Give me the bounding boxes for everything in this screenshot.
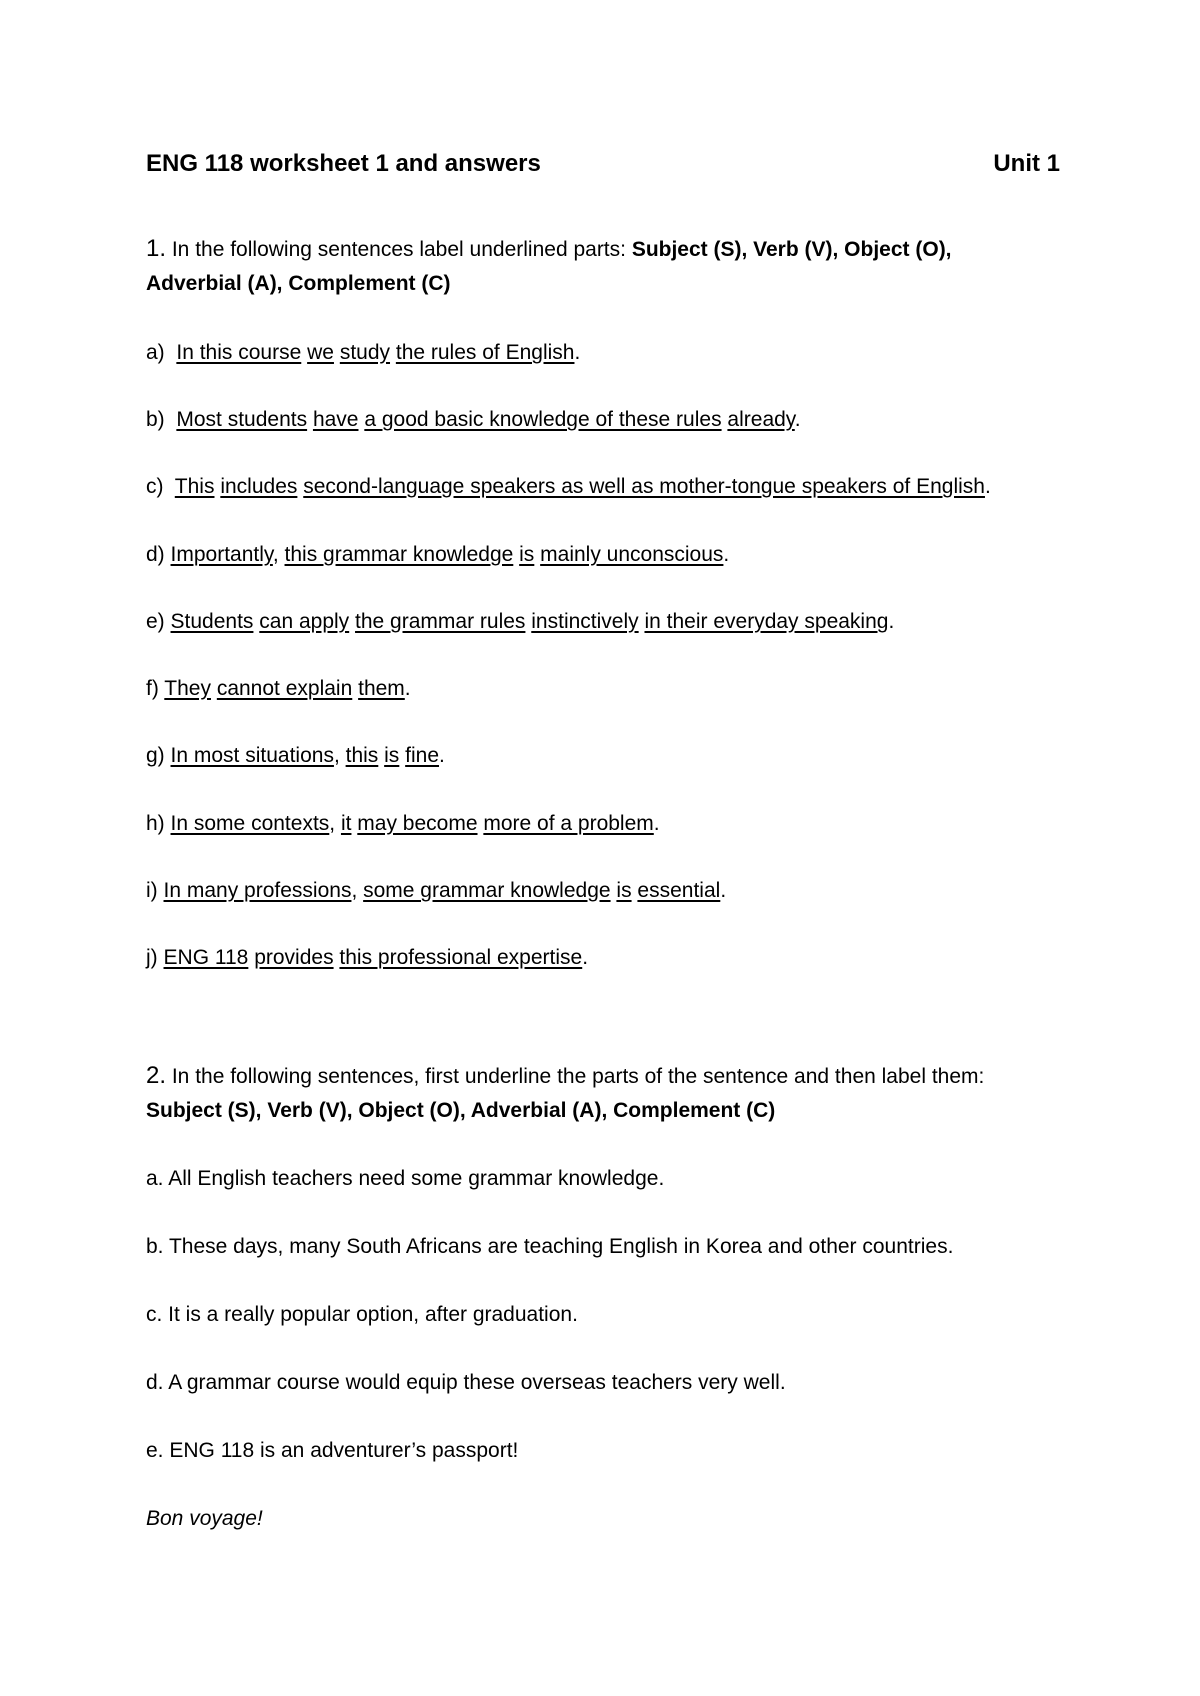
q1-item-e (146, 606, 894, 638)
sentence-end: . (723, 543, 730, 566)
underlined-part: is (519, 543, 535, 566)
item-label: b) (146, 408, 165, 431)
underlined-part: study (339, 341, 391, 364)
q1-item-c (146, 471, 991, 503)
underlined-part: the rules of English (395, 341, 575, 364)
underlined-part: we (307, 341, 334, 364)
underlined-part: provides (254, 946, 334, 969)
underlined-part: instinctively (531, 610, 639, 633)
underlined-part: In many professions (163, 879, 352, 902)
q1-item-g (146, 740, 445, 772)
q2-labels-text: Subject (S), Verb (V), Object (O), Adverbial (A), Complement (C) (146, 1099, 776, 1122)
underlined-part: this grammar knowledge (284, 543, 514, 566)
item-label: c) (146, 475, 164, 498)
item-label: d) (146, 543, 165, 566)
q2-item-d: d. A grammar course would equip these overseas teachers very well. (146, 1371, 786, 1394)
underlined-part: have (312, 408, 359, 431)
item-label: g) (146, 744, 165, 767)
sentence-end: . (404, 677, 411, 700)
sentence-end: . (582, 946, 589, 969)
underlined-part: Importantly (170, 543, 273, 566)
underlined-part: them (358, 677, 405, 700)
q2-item-b: b. These days, many South Africans are teaching English in Korea and other countries. (146, 1235, 954, 1258)
underlined-part: fine (405, 744, 440, 767)
sentence-end: . (653, 812, 660, 835)
q1-item-j (146, 942, 588, 974)
underlined-part: In this course (176, 341, 302, 364)
item-label: f) (146, 677, 159, 700)
item-label: h) (146, 812, 165, 835)
item-label: a) (146, 341, 165, 364)
underlined-part: already (727, 408, 795, 431)
q2-item-a: a. All English teachers need some grammar knowledge. (146, 1167, 665, 1190)
underlined-part: this professional expertise (339, 946, 583, 969)
underlined-part: is (384, 744, 400, 767)
underlined-part: Students (170, 610, 254, 633)
sentence-end: . (720, 879, 727, 902)
underlined-part: a good basic knowledge of these rules (364, 408, 722, 431)
underlined-part: In some contexts (170, 812, 330, 835)
underlined-part: can apply (259, 610, 350, 633)
separator: , (272, 543, 285, 566)
underlined-part: in their everyday speaking (644, 610, 889, 633)
underlined-part: They (164, 677, 211, 700)
underlined-part: this (345, 744, 379, 767)
item-label: e) (146, 610, 165, 633)
underlined-part: second-language speakers as well as mother-tongue speakers of English (303, 475, 985, 498)
q1-item-i (146, 875, 726, 907)
separator: , (333, 744, 346, 767)
underlined-part: more of a problem (483, 812, 654, 835)
sentence-end: . (574, 341, 581, 364)
underlined-part: some grammar knowledge (363, 879, 611, 902)
sentence-end: . (439, 744, 445, 767)
separator: , (329, 812, 341, 835)
q2-labels (146, 1095, 775, 1127)
underlined-part: essential (637, 879, 721, 902)
underlined-part: the grammar rules (355, 610, 526, 633)
closing-text: Bon voyage! (146, 1507, 263, 1530)
q1-item-f (146, 673, 411, 705)
q2-instruction-text: In the following sentences, first underline the parts of the sentence and then label them: (166, 1065, 985, 1088)
q1-labels-line2: Adverbial (A), Complement (C) (146, 272, 451, 295)
underlined-part: In most situations (170, 744, 334, 767)
worksheet-header (146, 148, 1060, 180)
item-label: i) (146, 879, 158, 902)
item-label: j) (146, 946, 158, 969)
q1-labels-line1: Subject (S), Verb (V), Object (O), (631, 238, 952, 261)
underlined-part: This (174, 475, 215, 498)
underlined-part: is (616, 879, 632, 902)
q1-instruction (146, 233, 952, 266)
q2-number: 2. (146, 1062, 167, 1089)
sentence-end: . (794, 408, 801, 431)
underlined-part: it (340, 812, 352, 835)
worksheet-title: ENG 118 worksheet 1 and answers (146, 150, 541, 177)
q1-item-a (146, 337, 580, 369)
underlined-part: includes (220, 475, 298, 498)
separator: , (351, 879, 364, 902)
underlined-part: Most students (176, 408, 308, 431)
q2-instruction (146, 1060, 984, 1093)
q1-number: 1. (146, 235, 167, 262)
underlined-part: may become (357, 812, 478, 835)
sentence-end: . (984, 475, 991, 498)
underlined-part: mainly unconscious (540, 543, 724, 566)
q2-item-e: e. ENG 118 is an adventurer’s passport! (146, 1439, 519, 1462)
sentence-end: . (888, 610, 895, 633)
q1-instruction-continued (146, 268, 451, 300)
q1-item-b (146, 404, 801, 436)
underlined-part: cannot explain (216, 677, 353, 700)
q2-item-c: c. It is a really popular option, after graduation. (146, 1303, 578, 1326)
unit-label: Unit 1 (993, 150, 1060, 177)
underlined-part: ENG 118 (163, 946, 249, 969)
q1-item-d (146, 539, 729, 571)
q1-item-h (146, 808, 660, 840)
q1-instruction-text: In the following sentences label underlined parts: (166, 238, 632, 261)
